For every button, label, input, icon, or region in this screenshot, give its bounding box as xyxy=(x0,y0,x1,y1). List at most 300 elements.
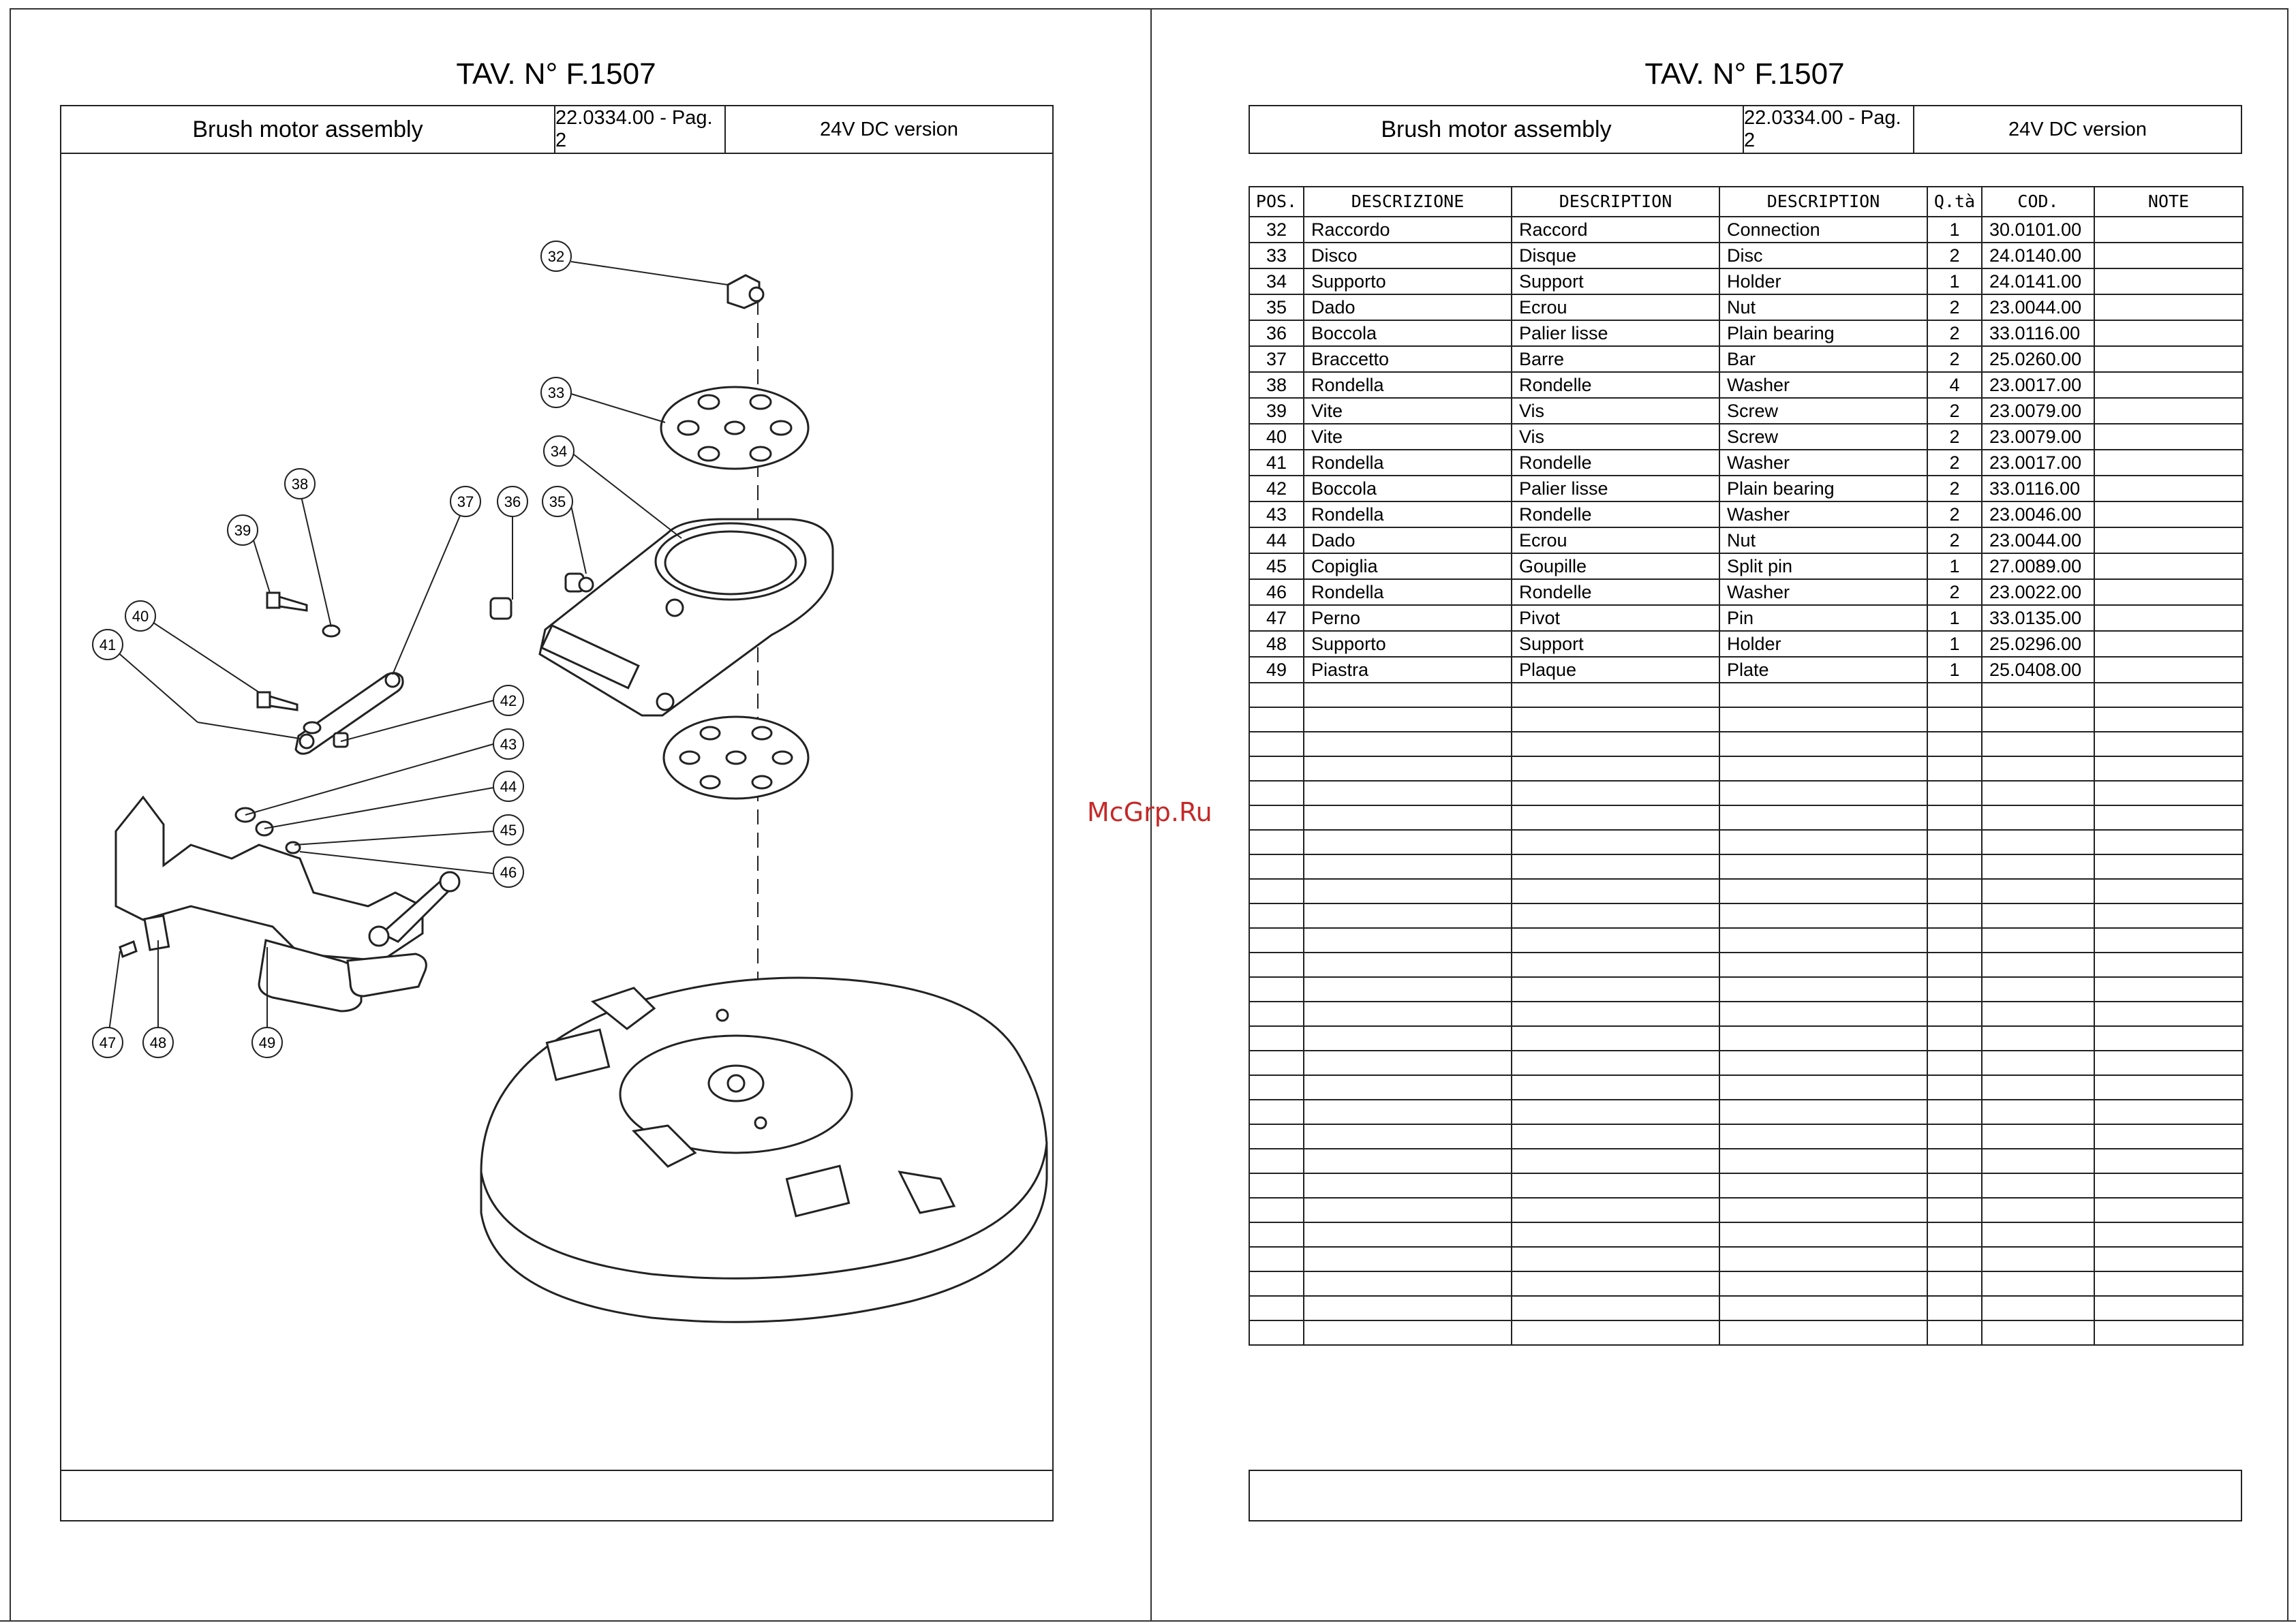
empty-table-cell xyxy=(1512,977,1719,1002)
right-page-title: TAV. N° F.1507 xyxy=(1644,57,1845,91)
empty-table-cell xyxy=(2094,707,2243,732)
empty-table-cell xyxy=(1512,1173,1719,1198)
table-cell-note xyxy=(2094,553,2243,579)
empty-table-cell xyxy=(1512,1026,1719,1051)
empty-table-row xyxy=(1249,928,2243,953)
empty-table-row xyxy=(1249,1026,2243,1051)
empty-table-cell xyxy=(1719,805,1927,830)
empty-table-row xyxy=(1249,805,2243,830)
table-cell-it: Vite xyxy=(1304,424,1512,450)
table-cell-qty: 2 xyxy=(1927,424,1982,450)
table-cell-note xyxy=(2094,579,2243,605)
empty-table-cell xyxy=(2094,1173,2243,1198)
empty-table-cell xyxy=(1512,953,1719,977)
empty-table-cell xyxy=(1719,1222,1927,1247)
empty-table-cell xyxy=(2094,805,2243,830)
holder-part xyxy=(540,519,833,715)
table-cell-fr: Support xyxy=(1512,631,1719,657)
empty-table-cell xyxy=(1304,683,1512,707)
table-row xyxy=(1249,424,2243,450)
empty-table-cell xyxy=(1982,928,2094,953)
empty-table-cell xyxy=(1512,928,1719,953)
empty-table-cell xyxy=(1982,1100,2094,1124)
empty-table-cell xyxy=(1927,1149,1982,1173)
empty-table-cell xyxy=(1249,683,1304,707)
callout-33: 33 xyxy=(547,384,565,401)
table-cell-cod: 33.0116.00 xyxy=(1982,320,2094,346)
table-cell-it: Perno xyxy=(1304,605,1512,631)
table-cell-fr: Goupille xyxy=(1512,553,1719,579)
callout-48: 48 xyxy=(149,1034,167,1051)
empty-table-cell xyxy=(2094,756,2243,781)
empty-table-cell xyxy=(1249,1100,1304,1124)
callout-36: 36 xyxy=(504,493,521,510)
table-cell-pos: 32 xyxy=(1249,217,1304,243)
empty-table-cell xyxy=(1719,781,1927,805)
table-cell-pos: 36 xyxy=(1249,320,1304,346)
empty-table-cell xyxy=(1304,879,1512,903)
table-cell-it: Boccola xyxy=(1304,320,1512,346)
empty-table-cell xyxy=(2094,683,2243,707)
table-cell-note xyxy=(2094,501,2243,527)
empty-table-cell xyxy=(2094,879,2243,903)
empty-table-cell xyxy=(1249,903,1304,928)
empty-table-cell xyxy=(1927,830,1982,854)
empty-table-cell xyxy=(1249,805,1304,830)
table-cell-en: Washer xyxy=(1719,450,1927,476)
table-cell-it: Piastra xyxy=(1304,657,1512,683)
table-cell-note xyxy=(2094,320,2243,346)
table-cell-qty: 2 xyxy=(1927,346,1982,372)
empty-table-cell xyxy=(1304,1100,1512,1124)
callout-41: 41 xyxy=(99,636,117,653)
col-descrizione: DESCRIZIONE xyxy=(1304,187,1512,217)
empty-table-cell xyxy=(2094,1320,2243,1345)
parts-table-body xyxy=(1249,217,2243,1345)
empty-table-cell xyxy=(1512,1247,1719,1271)
empty-table-row xyxy=(1249,781,2243,805)
empty-table-row xyxy=(1249,830,2243,854)
drawing-parts xyxy=(116,275,1047,1322)
table-cell-note xyxy=(2094,243,2243,268)
empty-table-cell xyxy=(1304,1075,1512,1100)
table-cell-note xyxy=(2094,372,2243,398)
table-cell-qty: 2 xyxy=(1927,476,1982,501)
empty-table-cell xyxy=(1927,1173,1982,1198)
empty-table-cell xyxy=(1927,879,1982,903)
callout-32: 32 xyxy=(547,248,565,265)
right-header-ref: 22.0334.00 - Pag. 2 xyxy=(1744,106,1914,153)
table-cell-pos: 37 xyxy=(1249,346,1304,372)
table-row xyxy=(1249,320,2243,346)
table-cell-cod: 23.0044.00 xyxy=(1982,294,2094,320)
table-row xyxy=(1249,217,2243,243)
empty-table-cell xyxy=(1304,1320,1512,1345)
table-cell-qty: 1 xyxy=(1927,217,1982,243)
table-cell-pos: 33 xyxy=(1249,243,1304,268)
empty-table-cell xyxy=(1719,732,1927,756)
empty-table-cell xyxy=(1512,854,1719,879)
table-cell-fr: Barre xyxy=(1512,346,1719,372)
table-cell-en: Screw xyxy=(1719,424,1927,450)
table-cell-pos: 39 xyxy=(1249,398,1304,424)
table-cell-cod: 25.0408.00 xyxy=(1982,657,2094,683)
empty-table-cell xyxy=(2094,953,2243,977)
table-cell-it: Dado xyxy=(1304,294,1512,320)
callout-45: 45 xyxy=(500,822,517,839)
empty-table-cell xyxy=(1304,854,1512,879)
empty-table-cell xyxy=(1982,1026,2094,1051)
empty-table-row xyxy=(1249,1296,2243,1320)
table-cell-pos: 34 xyxy=(1249,268,1304,294)
empty-table-cell xyxy=(1304,830,1512,854)
table-cell-note xyxy=(2094,476,2243,501)
empty-table-row xyxy=(1249,1100,2243,1124)
table-cell-qty: 2 xyxy=(1927,320,1982,346)
table-cell-note xyxy=(2094,346,2243,372)
empty-table-cell xyxy=(2094,1026,2243,1051)
empty-table-cell xyxy=(1249,830,1304,854)
table-row xyxy=(1249,631,2243,657)
empty-table-cell xyxy=(1927,707,1982,732)
table-cell-pos: 46 xyxy=(1249,579,1304,605)
table-cell-it: Dado xyxy=(1304,527,1512,553)
table-cell-it: Braccetto xyxy=(1304,346,1512,372)
table-cell-cod: 25.0260.00 xyxy=(1982,346,2094,372)
empty-table-cell xyxy=(1982,805,2094,830)
table-cell-qty: 2 xyxy=(1927,398,1982,424)
empty-table-cell xyxy=(1304,1051,1512,1075)
table-cell-cod: 25.0296.00 xyxy=(1982,631,2094,657)
empty-table-cell xyxy=(1249,1198,1304,1222)
empty-table-cell xyxy=(1249,1247,1304,1271)
empty-table-cell xyxy=(1512,879,1719,903)
table-cell-note xyxy=(2094,217,2243,243)
empty-table-cell xyxy=(1304,928,1512,953)
empty-table-cell xyxy=(1512,1002,1719,1026)
empty-table-cell xyxy=(1982,1222,2094,1247)
table-cell-en: Holder xyxy=(1719,268,1927,294)
empty-table-row xyxy=(1249,1124,2243,1149)
empty-table-cell xyxy=(1927,928,1982,953)
table-cell-fr: Vis xyxy=(1512,398,1719,424)
parts-table-header xyxy=(1249,187,2243,217)
empty-table-cell xyxy=(1249,756,1304,781)
table-row xyxy=(1249,346,2243,372)
empty-table-cell xyxy=(1927,903,1982,928)
empty-table-cell xyxy=(1304,1173,1512,1198)
empty-table-row xyxy=(1249,683,2243,707)
table-row xyxy=(1249,553,2243,579)
empty-table-cell xyxy=(1249,928,1304,953)
empty-table-cell xyxy=(1982,879,2094,903)
table-cell-note xyxy=(2094,527,2243,553)
table-cell-cod: 23.0046.00 xyxy=(1982,501,2094,527)
empty-table-row xyxy=(1249,732,2243,756)
empty-table-row xyxy=(1249,1002,2243,1026)
table-cell-pos: 43 xyxy=(1249,501,1304,527)
empty-table-row xyxy=(1249,977,2243,1002)
table-cell-qty: 2 xyxy=(1927,501,1982,527)
empty-table-cell xyxy=(1512,805,1719,830)
bottom-rule xyxy=(0,1620,2296,1622)
empty-table-row xyxy=(1249,1198,2243,1222)
empty-table-cell xyxy=(2094,903,2243,928)
table-cell-pos: 38 xyxy=(1249,372,1304,398)
empty-table-cell xyxy=(2094,1222,2243,1247)
empty-table-cell xyxy=(1982,830,2094,854)
table-cell-qty: 4 xyxy=(1927,372,1982,398)
table-cell-it: Supporto xyxy=(1304,268,1512,294)
empty-table-cell xyxy=(1982,683,2094,707)
empty-table-cell xyxy=(1304,732,1512,756)
exploded-drawing xyxy=(61,154,1052,1469)
table-cell-en: Connection xyxy=(1719,217,1927,243)
table-cell-note xyxy=(2094,605,2243,631)
empty-table-cell xyxy=(1982,1173,2094,1198)
empty-table-cell xyxy=(2094,977,2243,1002)
empty-table-cell xyxy=(1512,1075,1719,1100)
empty-table-cell xyxy=(1982,1051,2094,1075)
table-cell-cod: 23.0044.00 xyxy=(1982,527,2094,553)
empty-table-cell xyxy=(1927,781,1982,805)
empty-table-cell xyxy=(1304,756,1512,781)
table-cell-en: Nut xyxy=(1719,527,1927,553)
plate-assembly-part xyxy=(116,797,459,1011)
empty-table-cell xyxy=(1719,1100,1927,1124)
empty-table-cell xyxy=(1719,830,1927,854)
table-cell-en: Holder xyxy=(1719,631,1927,657)
table-row xyxy=(1249,527,2243,553)
empty-table-cell xyxy=(1719,1173,1927,1198)
table-cell-fr: Ecrou xyxy=(1512,527,1719,553)
table-cell-it: Boccola xyxy=(1304,476,1512,501)
empty-table-cell xyxy=(1719,928,1927,953)
empty-table-cell xyxy=(1304,805,1512,830)
callout-47: 47 xyxy=(99,1034,117,1051)
table-row xyxy=(1249,268,2243,294)
empty-table-cell xyxy=(1927,1100,1982,1124)
empty-table-row xyxy=(1249,707,2243,732)
table-cell-pos: 49 xyxy=(1249,657,1304,683)
empty-table-cell xyxy=(1304,977,1512,1002)
empty-table-cell xyxy=(1304,707,1512,732)
table-cell-it: Vite xyxy=(1304,398,1512,424)
empty-table-cell xyxy=(2094,781,2243,805)
empty-table-cell xyxy=(1719,903,1927,928)
empty-table-cell xyxy=(2094,1296,2243,1320)
table-cell-fr: Plaque xyxy=(1512,657,1719,683)
left-header-version: 24V DC version xyxy=(819,118,959,140)
empty-table-cell xyxy=(1982,781,2094,805)
callout-42: 42 xyxy=(500,692,517,709)
empty-table-cell xyxy=(1719,953,1927,977)
empty-table-cell xyxy=(1512,1149,1719,1173)
empty-table-cell xyxy=(1719,1124,1927,1149)
left-footer-box xyxy=(60,1470,1054,1521)
table-cell-qty: 2 xyxy=(1927,527,1982,553)
table-cell-en: Disc xyxy=(1719,243,1927,268)
empty-table-cell xyxy=(1304,1002,1512,1026)
table-cell-qty: 1 xyxy=(1927,657,1982,683)
empty-table-cell xyxy=(1982,953,2094,977)
empty-table-cell xyxy=(1982,1198,2094,1222)
left-header-name: Brush motor assembly xyxy=(61,106,555,153)
empty-table-cell xyxy=(1927,1075,1982,1100)
empty-table-cell xyxy=(1719,1198,1927,1222)
empty-table-cell xyxy=(1982,732,2094,756)
empty-table-cell xyxy=(1304,1026,1512,1051)
table-cell-fr: Rondelle xyxy=(1512,579,1719,605)
table-cell-cod: 30.0101.00 xyxy=(1982,217,2094,243)
empty-table-row xyxy=(1249,756,2243,781)
empty-table-cell xyxy=(1927,1002,1982,1026)
table-cell-qty: 2 xyxy=(1927,450,1982,476)
empty-table-cell xyxy=(2094,1247,2243,1271)
table-cell-pos: 41 xyxy=(1249,450,1304,476)
empty-table-cell xyxy=(1512,1051,1719,1075)
table-cell-cod: 33.0116.00 xyxy=(1982,476,2094,501)
empty-table-cell xyxy=(1249,1075,1304,1100)
empty-table-cell xyxy=(1982,1247,2094,1271)
table-cell-qty: 2 xyxy=(1927,579,1982,605)
empty-table-cell xyxy=(1512,830,1719,854)
empty-table-cell xyxy=(1304,1198,1512,1222)
empty-table-row xyxy=(1249,1173,2243,1198)
empty-table-cell xyxy=(1249,854,1304,879)
empty-table-cell xyxy=(1982,977,2094,1002)
empty-table-cell xyxy=(1927,1124,1982,1149)
table-cell-qty: 1 xyxy=(1927,553,1982,579)
empty-table-cell xyxy=(1304,1296,1512,1320)
table-cell-note xyxy=(2094,268,2243,294)
empty-table-cell xyxy=(1249,977,1304,1002)
empty-table-cell xyxy=(2094,1149,2243,1173)
empty-table-cell xyxy=(1927,732,1982,756)
callout-49: 49 xyxy=(258,1034,276,1051)
table-row xyxy=(1249,476,2243,501)
table-row xyxy=(1249,243,2243,268)
table-cell-cod: 23.0017.00 xyxy=(1982,450,2094,476)
table-cell-it: Raccordo xyxy=(1304,217,1512,243)
empty-table-cell xyxy=(1719,1247,1927,1271)
empty-table-cell xyxy=(1249,1173,1304,1198)
table-cell-fr: Vis xyxy=(1512,424,1719,450)
empty-table-cell xyxy=(1719,1149,1927,1173)
empty-table-cell xyxy=(1982,756,2094,781)
callout-44: 44 xyxy=(500,778,517,795)
table-cell-en: Washer xyxy=(1719,579,1927,605)
empty-table-cell xyxy=(1982,1002,2094,1026)
empty-table-row xyxy=(1249,1247,2243,1271)
empty-table-cell xyxy=(2094,1100,2243,1124)
empty-table-cell xyxy=(1249,1051,1304,1075)
empty-table-cell xyxy=(1304,1247,1512,1271)
empty-table-row xyxy=(1249,1222,2243,1247)
empty-table-cell xyxy=(1982,903,2094,928)
empty-table-cell xyxy=(1927,1296,1982,1320)
empty-table-cell xyxy=(2094,1198,2243,1222)
table-cell-it: Supporto xyxy=(1304,631,1512,657)
right-header-name: Brush motor assembly xyxy=(1250,106,1744,153)
empty-table-cell xyxy=(1304,1149,1512,1173)
table-cell-cod: 23.0017.00 xyxy=(1982,372,2094,398)
empty-table-cell xyxy=(1249,1124,1304,1149)
empty-table-row xyxy=(1249,953,2243,977)
empty-table-cell xyxy=(1982,1320,2094,1345)
table-cell-it: Rondella xyxy=(1304,450,1512,476)
empty-table-cell xyxy=(1512,1198,1719,1222)
table-cell-qty: 1 xyxy=(1927,631,1982,657)
empty-table-cell xyxy=(1512,683,1719,707)
table-cell-cod: 23.0079.00 xyxy=(1982,398,2094,424)
callout-34: 34 xyxy=(550,443,568,460)
table-cell-note xyxy=(2094,657,2243,683)
empty-table-cell xyxy=(1719,1026,1927,1051)
empty-table-cell xyxy=(2094,1075,2243,1100)
table-cell-en: Nut xyxy=(1719,294,1927,320)
table-row xyxy=(1249,294,2243,320)
table-cell-pos: 48 xyxy=(1249,631,1304,657)
empty-table-cell xyxy=(1719,1075,1927,1100)
empty-table-cell xyxy=(2094,1002,2243,1026)
table-cell-fr: Raccord xyxy=(1512,217,1719,243)
table-row xyxy=(1249,657,2243,683)
table-cell-it: Rondella xyxy=(1304,372,1512,398)
table-cell-en: Washer xyxy=(1719,372,1927,398)
empty-table-cell xyxy=(1249,1149,1304,1173)
empty-table-cell xyxy=(1304,781,1512,805)
table-cell-cod: 23.0079.00 xyxy=(1982,424,2094,450)
empty-table-cell xyxy=(1512,1296,1719,1320)
empty-table-cell xyxy=(1982,707,2094,732)
empty-table-cell xyxy=(1982,1124,2094,1149)
base-plate-part xyxy=(481,978,1047,1322)
callout-43: 43 xyxy=(500,736,517,753)
table-cell-it: Disco xyxy=(1304,243,1512,268)
lower-disc-part xyxy=(664,717,808,799)
table-cell-pos: 47 xyxy=(1249,605,1304,631)
table-cell-fr: Ecrou xyxy=(1512,294,1719,320)
callout-35: 35 xyxy=(549,493,566,510)
col-pos: POS. xyxy=(1249,187,1304,217)
empty-table-cell xyxy=(1719,1296,1927,1320)
table-cell-pos: 44 xyxy=(1249,527,1304,553)
empty-table-row xyxy=(1249,1149,2243,1173)
empty-table-cell xyxy=(1249,1222,1304,1247)
table-cell-fr: Rondelle xyxy=(1512,450,1719,476)
table-row xyxy=(1249,398,2243,424)
left-header-box xyxy=(60,105,1054,154)
left-page-title: TAV. N° F.1507 xyxy=(456,57,656,91)
empty-table-cell xyxy=(1304,953,1512,977)
empty-table-cell xyxy=(1249,781,1304,805)
empty-table-cell xyxy=(1927,1271,1982,1296)
empty-table-cell xyxy=(1512,903,1719,928)
col-description-en: DESCRIPTION xyxy=(1719,187,1927,217)
empty-table-cell xyxy=(1512,1222,1719,1247)
table-cell-fr: Palier lisse xyxy=(1512,476,1719,501)
table-cell-cod: 24.0140.00 xyxy=(1982,243,2094,268)
table-row xyxy=(1249,450,2243,476)
empty-table-row xyxy=(1249,1051,2243,1075)
empty-table-cell xyxy=(1982,1296,2094,1320)
col-description-fr: DESCRIPTION xyxy=(1512,187,1719,217)
empty-table-cell xyxy=(1927,977,1982,1002)
empty-table-cell xyxy=(1927,1198,1982,1222)
table-cell-note xyxy=(2094,294,2243,320)
empty-table-cell xyxy=(1927,1247,1982,1271)
